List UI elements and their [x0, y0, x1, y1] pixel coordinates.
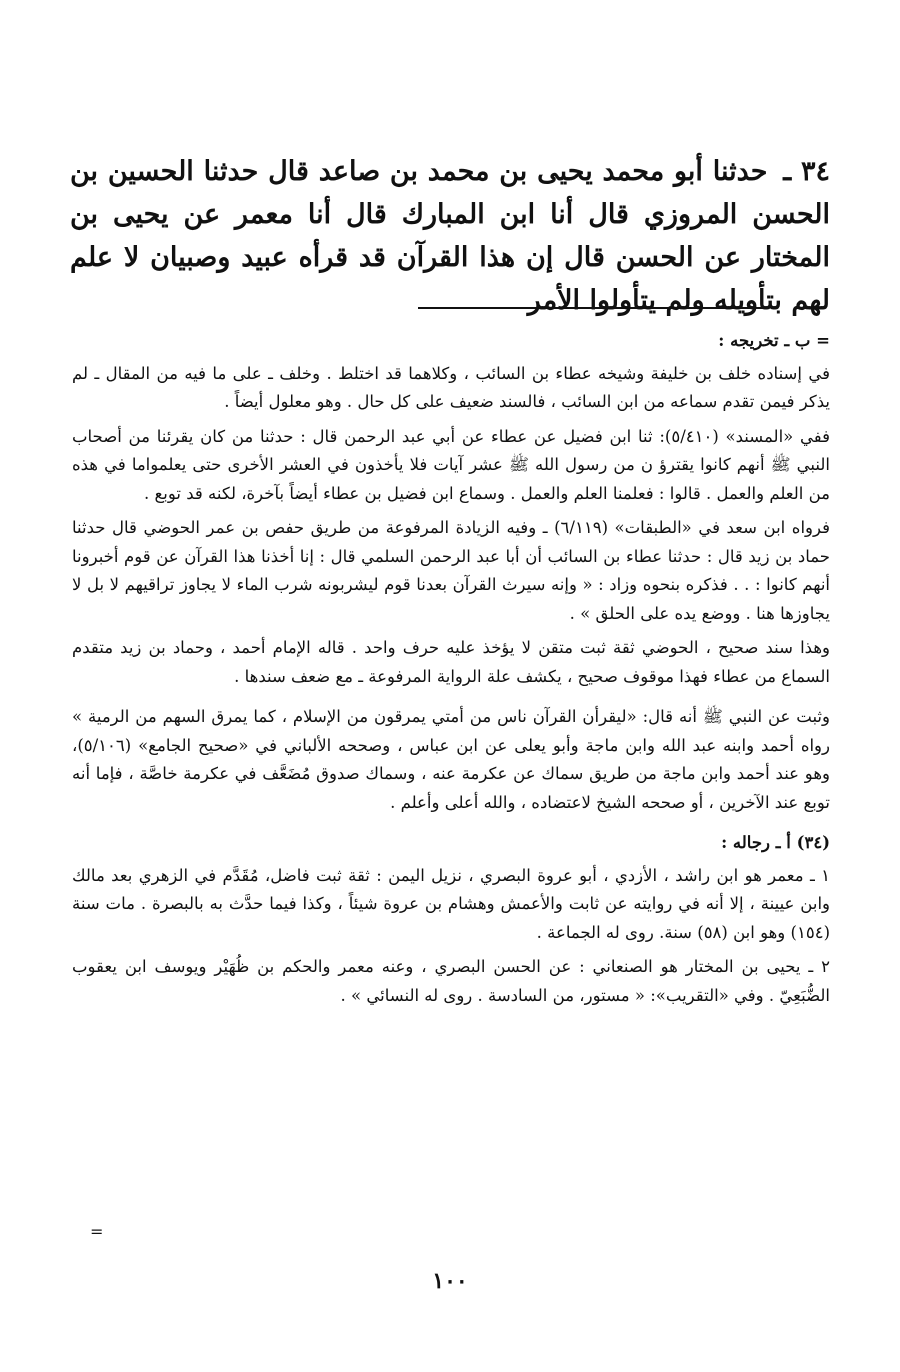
continuation-mark: = — [90, 1222, 104, 1241]
takhrij-paragraph: ففي «المسند» (٥/٤١٠): ثنا ابن فضيل عن عطاء عن أبي عبد الرحمن قال : حدثنا من كان يقرئنا من أصحاب النبي ﷺ أنهم كانوا يقترؤ ن من رسول الله ﷺ عشر آيات فلا يأخذون في العشر الأخرى حتى يعلمواما في هذه من العلم والعمل . قالوا : فعلمنا العلم والعمل . وسماع ابن فضيل بن عطاء أيضاً بآخرة، لكنه قد توبع . — [72, 426, 830, 503]
rijal-heading: (٣٤) أ ـ رجاله : — [721, 833, 830, 852]
rijal-entry: ٢ ـ يحيى بن المختار هو الصنعاني : عن الحسن البصري ، وعنه معمر والحكم بن ظُهَيْر ويوسف ابن يعقوب الضُّبَعِيّ . وفي «التقريب»: « مستور، من السادسة . روى له النسائي » . — [72, 957, 830, 1005]
takhrij-paragraph: فرواه ابن سعد في «الطبقات» (٦/١١٩) ـ وفيه الزيادة المرفوعة من طريق حفص بن عمر الحوضي قال حدثنا حماد بن زيد قال : حدثنا عطاء بن السائب أن أبا عبد الرحمن السلمي قال : إنا أخذنا هذا القرآن عن قوم أخبرونا أنهم كانوا : . . فذكره بنحوه وزاد : « وإنه سيرث القرآن بعدنا قوم ليشربونه شرب الماء لا يجاوز تراقيهم لا بل لا يجاوزها هنا . ووضع يده على الحلق » . — [72, 518, 830, 623]
hadith-text — [70, 150, 830, 322]
hadith-number: ٣٤ ـ — [783, 156, 831, 187]
page-number: ١٠٠ — [432, 1268, 468, 1294]
takhrij-paragraph: وثبت عن النبي ﷺ أنه قال: «ليقرأن القرآن ناس من أمتي يمرقون من الإسلام ، كما يمرق السهم من الرمية » رواه أحمد وابنه عبد الله وابن ماجة وأبو يعلى عن ابن عباس ، وصححه الألباني في «صحيح الجامع» (٥/١٠٦)، وهو عند أحمد وابن ماجة من طريق سماك عن عكرمة عنه ، وسماك صدوق مُضَعَّف في عكرمة خاصَّة ، فإما أنه توبع عند الآخرين ، أو صححه الشيخ لاعتضاده ، والله أعلى وأعلم . — [72, 707, 830, 812]
takhrij-paragraph: وهذا سند صحيح ، الحوضي ثقة ثبت متقن لا يؤخذ عليه حرف واحد . قاله الإمام أحمد ، وحماد بن زيد متقدم السماع من عطاء فهذا موقوف صحيح ، يكشف علة الرواية المرفوعة ـ مع ضعف سندها . — [72, 638, 830, 686]
hadith-body: حدثنا أبو محمد يحيى بن محمد بن صاعد قال حدثنا الحسين بن الحسن المروزي قال أنا ابن المبارك قال أنا معمر عن يحيى بن المختار عن الحسن قال إن هذا القرآن قد قرأه عبيد وصبيان لا علم لهم بتأويله ولم يتأولوا الأمر — [70, 156, 830, 316]
takhrij-paragraph: في إسناده خلف بن خليفة وشيخه عطاء بن السائب ، وكلاهما قد اختلط . وخلف ـ على ما فيه من المقال ـ لم يذكر فيمن تقدم سماعه من ابن السائب ، فالسند ضعيف على كل حال . وهو معلول أيضاً . — [72, 363, 830, 411]
takhrij-heading: = ب ـ تخريجه : — [718, 331, 830, 350]
footnotes — [72, 327, 830, 1016]
footnote-separator — [418, 307, 768, 309]
rijal-entry: ١ ـ معمر هو ابن راشد ، الأزدي ، أبو عروة البصري ، نزيل اليمن : ثقة ثبت فاضل، مُقَدَّم في الزهري بعد مالك وابن عيينة ، إلا أنه في روايته عن ثابت والأعمش وهشام بن عروة شيئاً ، وكذا فيما حدَّث به بالبصرة . مات سنة (١٥٤) وهو ابن (٥٨) سنة. روى له الجماعة . — [72, 865, 830, 942]
